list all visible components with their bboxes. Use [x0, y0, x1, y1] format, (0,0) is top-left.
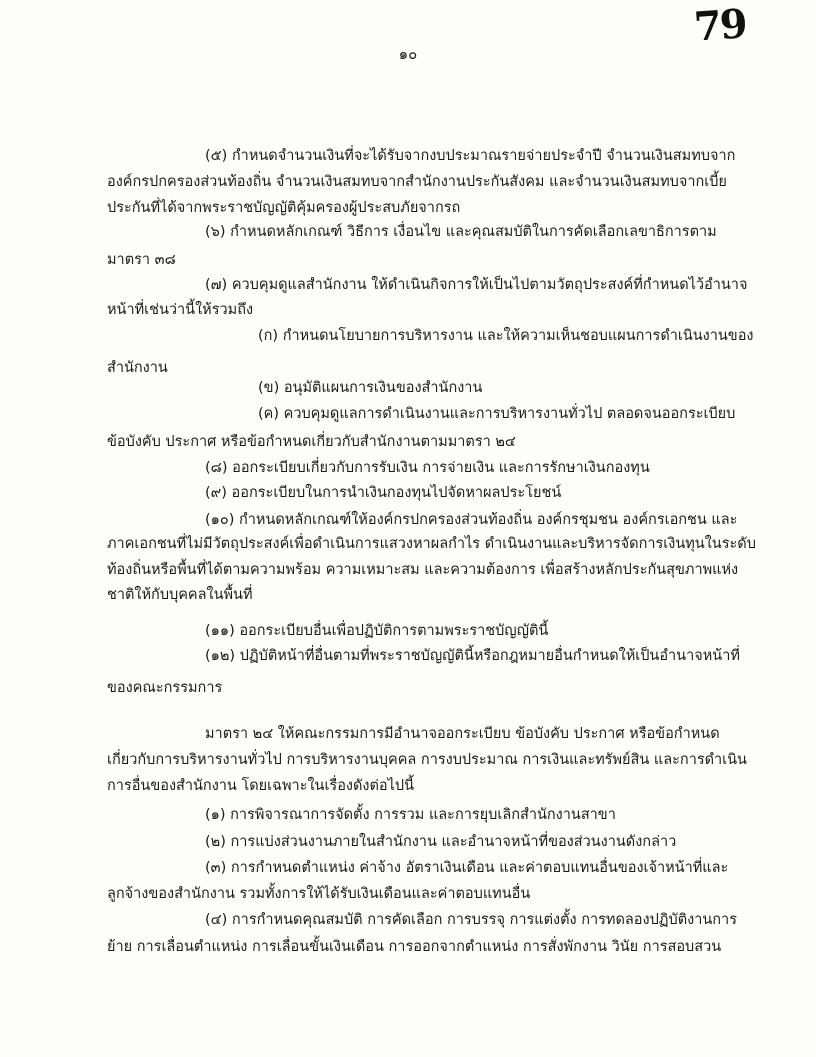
text-line: (๓) การกำหนดตำแหน่ง ค่าจ้าง อัตราเงินเดือน และค่าตอบแทนอื่นของเจ้าหน้าที่และ — [205, 860, 729, 876]
text-line: (๑๑) ออกระเบียบอื่นเพื่อปฏิบัติการตามพระราชบัญญัตินี้ — [205, 623, 549, 639]
text-line: ของคณะกรรมการ — [107, 680, 223, 696]
text-line: (๑) การพิจารณาการจัดตั้ง การรวม และการยุบเลิกสำนักงานสาขา — [205, 807, 616, 823]
text-line: (ก) กำหนดนโยบายการบริหารงาน และให้ความเห็นชอบแผนการดำเนินงานของ — [258, 328, 754, 344]
page-number: ๑๐ — [398, 45, 418, 63]
text-line: ภาคเอกชนที่ไม่มีวัตถุประสงค์เพื่อดำเนินการแสวงหาผลกำไร ดำเนินงานและบริหารจัดการเงินทุนในระดับ — [107, 536, 756, 552]
text-line: ชาติให้กับบุคคลในพื้นที่ — [107, 587, 253, 603]
text-line: สำนักงาน — [107, 360, 168, 376]
text-line: (๑๐) กำหนดหลักเกณฑ์ให้องค์กรปกครองส่วนท้องถิ่น องค์กรชุมชน องค์กรเอกชน และ — [205, 512, 738, 528]
text-line: (๖) กำหนดหลักเกณฑ์ วิธีการ เงื่อนไข และคุณสมบัติในการคัดเลือกเลขาธิการตาม — [205, 224, 717, 240]
text-line: หน้าที่เช่นว่านี้ให้รวมถึง — [107, 302, 254, 318]
text-line: (๑๒) ปฏิบัติหน้าที่อื่นตามที่พระราชบัญญัตินี้หรือกฎหมายอื่นกำหนดให้เป็นอำนาจหน้าที่ — [205, 648, 740, 664]
text-line: ลูกจ้างของสำนักงาน รวมทั้งการให้ได้รับเงินเดือนและค่าตอบแทนอื่น — [107, 886, 531, 902]
text-line: (๗) ควบคุมดูแลสำนักงาน ให้ดำเนินกิจการให้เป็นไปตามวัตถุประสงค์ที่กำหนดไว้อำนาจ — [205, 277, 748, 293]
text-line: ข้อบังคับ ประกาศ หรือข้อกำหนดเกี่ยวกับสำนักงานตามมาตรา ๒๔ — [107, 434, 516, 450]
text-line: ท้องถิ่นหรือพื้นที่ได้ตามความพร้อม ความเหมาะสม และความต้องการ เพื่อสร้างหลักประกันสุขภาพแห่ง — [107, 562, 739, 578]
text-line: มาตรา ๓๘ — [107, 252, 176, 268]
text-line: ย้าย การเลื่อนตำแหน่ง การเลื่อนขั้นเงินเดือน การออกจากตำแหน่ง การสั่งพักงาน วินัย การสอบสวน — [107, 939, 722, 955]
text-line: เกี่ยวกับการบริหารงานทั่วไป การบริหารงานบุคคล การงบประมาณ การเงินและทรัพย์สิน และการดำเนิน — [107, 752, 747, 768]
handwritten-page-number: 79 — [692, 0, 748, 51]
text-line: การอื่นของสำนักงาน โดยเฉพาะในเรื่องดังต่อไปนี้ — [107, 778, 415, 794]
text-line: (ค) ควบคุมดูแลการดำเนินงานและการบริหารงานทั่วไป ตลอดจนออกระเบียบ — [258, 406, 736, 422]
text-line: (ข) อนุมัติแผนการเงินของสำนักงาน — [258, 380, 483, 396]
text-line: (๔) การกำหนดคุณสมบัติ การคัดเลือก การบรรจุ การแต่งตั้ง การทดลองปฏิบัติงานการ — [205, 912, 737, 928]
text-line: ประกันที่ได้จากพระราชบัญญัติคุ้มครองผู้ประสบภัยจากรถ — [107, 200, 461, 216]
text-line: (๕) กำหนดจำนวนเงินที่จะได้รับจากงบประมาณรายจ่ายประจำปี จำนวนเงินสมทบจาก — [205, 148, 736, 164]
text-line: (๙) ออกระเบียบในการนำเงินกองทุนไปจัดหาผลประโยชน์ — [205, 485, 562, 501]
text-line: (๘) ออกระเบียบเกี่ยวกับการรับเงิน การจ่ายเงิน และการรักษาเงินกองทุน — [205, 460, 650, 476]
text-line: (๒) การแบ่งส่วนงานภายในสำนักงาน และอำนาจหน้าที่ของส่วนงานดังกล่าว — [205, 834, 677, 850]
text-line: องค์กรปกครองส่วนท้องถิ่น จำนวนเงินสมทบจากสำนักงานประกันสังคม และจำนวนเงินสมทบจากเบี้ย — [107, 174, 727, 190]
text-line: มาตรา ๒๔ ให้คณะกรรมการมีอำนาจออกระเบียบ ข้อบังคับ ประกาศ หรือข้อกำหนด — [205, 726, 720, 742]
